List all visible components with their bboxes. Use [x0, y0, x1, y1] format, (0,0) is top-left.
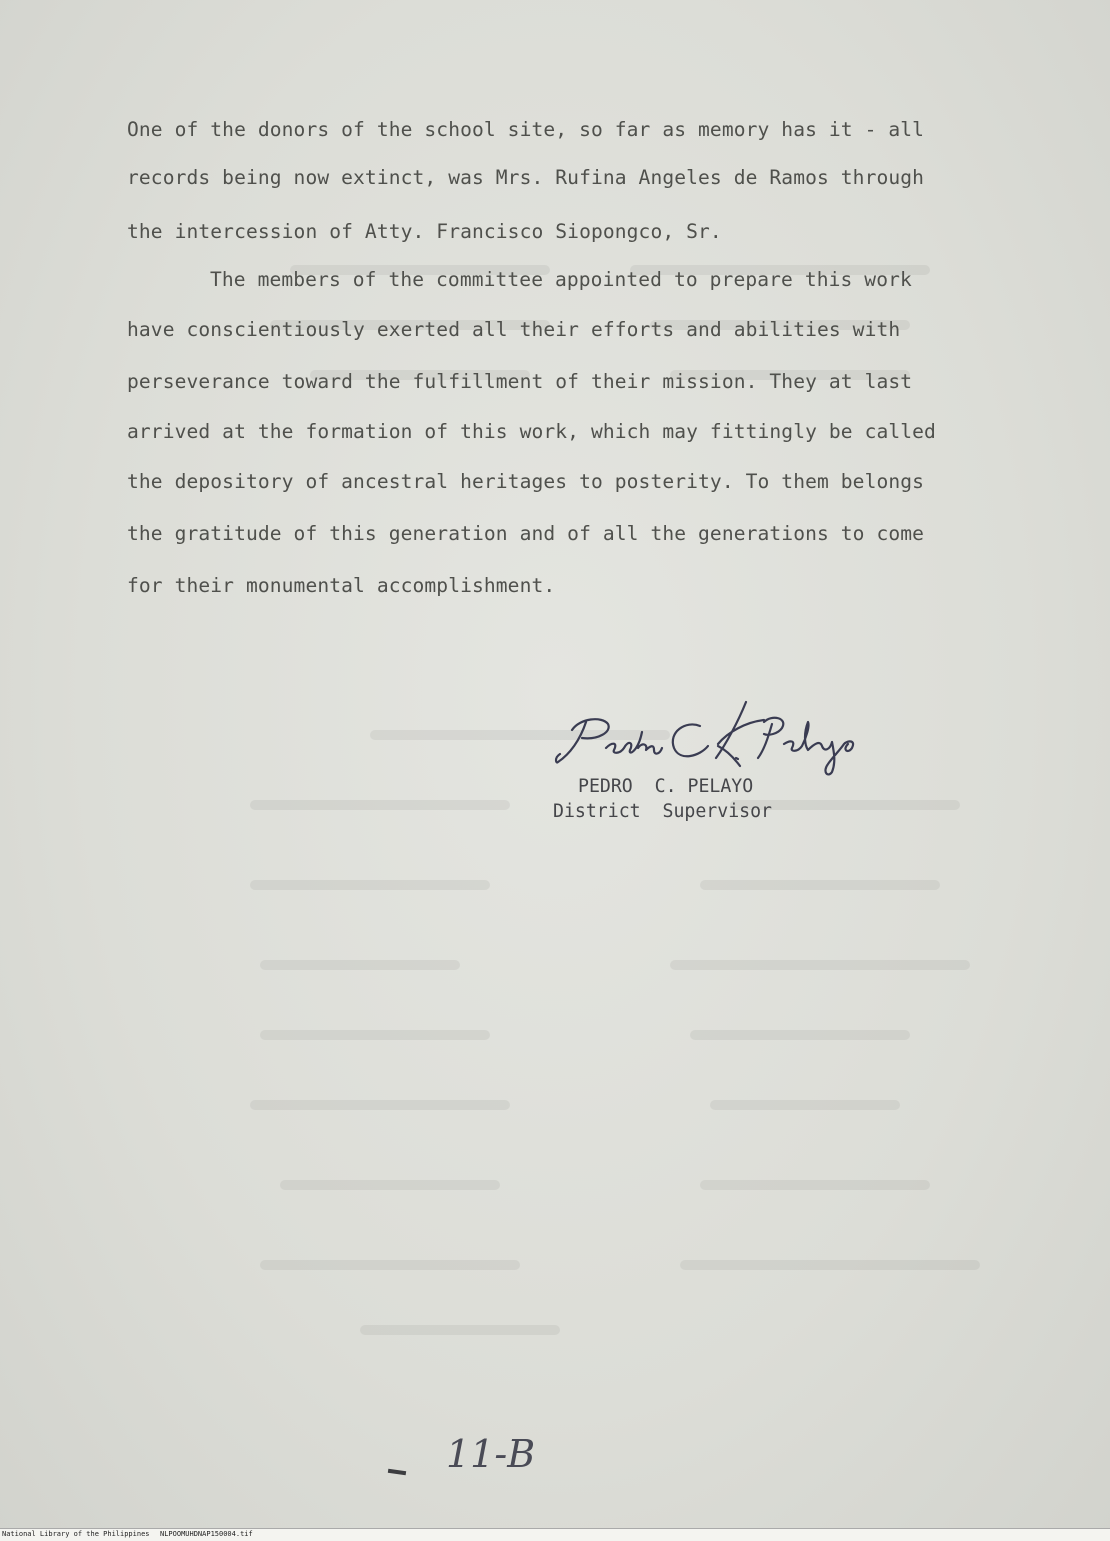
- scan-footer: [0, 1528, 1110, 1541]
- handwritten-signature: [550, 692, 870, 782]
- paragraph-2-line-7: for their monumental accomplishment.: [127, 574, 556, 597]
- signatory-title: District Supervisor: [553, 801, 772, 822]
- paragraph-1-line-3: the intercession of Atty. Francisco Siopongco, Sr.: [127, 220, 722, 243]
- paragraph-2-line-4: arrived at the formation of this work, which may fittingly be called: [127, 420, 936, 443]
- signatory-name: PEDRO C. PELAYO: [578, 776, 754, 797]
- pen-mark: [388, 1469, 406, 1475]
- paragraph-1-line-2: records being now extinct, was Mrs. Rufina Angeles de Ramos through: [127, 166, 925, 189]
- footer-library-label: National Library of the Philippines: [2, 1530, 150, 1538]
- paragraph-1-line-1: One of the donors of the school site, so far as memory has it - all: [127, 118, 925, 141]
- paragraph-2-line-6: the gratitude of this generation and of all the generations to come: [127, 522, 925, 545]
- page-mark: 11-B: [446, 1432, 536, 1476]
- footer-file-name: NLPOOMUHDNAP150004.tif: [160, 1530, 253, 1538]
- paragraph-2-line-2: have conscientiously exerted all their efforts and abilities with: [127, 318, 901, 341]
- paragraph-2-line-1: The members of the committee appointed to prepare this work: [210, 268, 912, 291]
- paragraph-2-line-5: the depository of ancestral heritages to posterity. To them belongs: [127, 470, 925, 493]
- paragraph-2-line-3: perseverance toward the fulfillment of their mission. They at last: [127, 370, 913, 393]
